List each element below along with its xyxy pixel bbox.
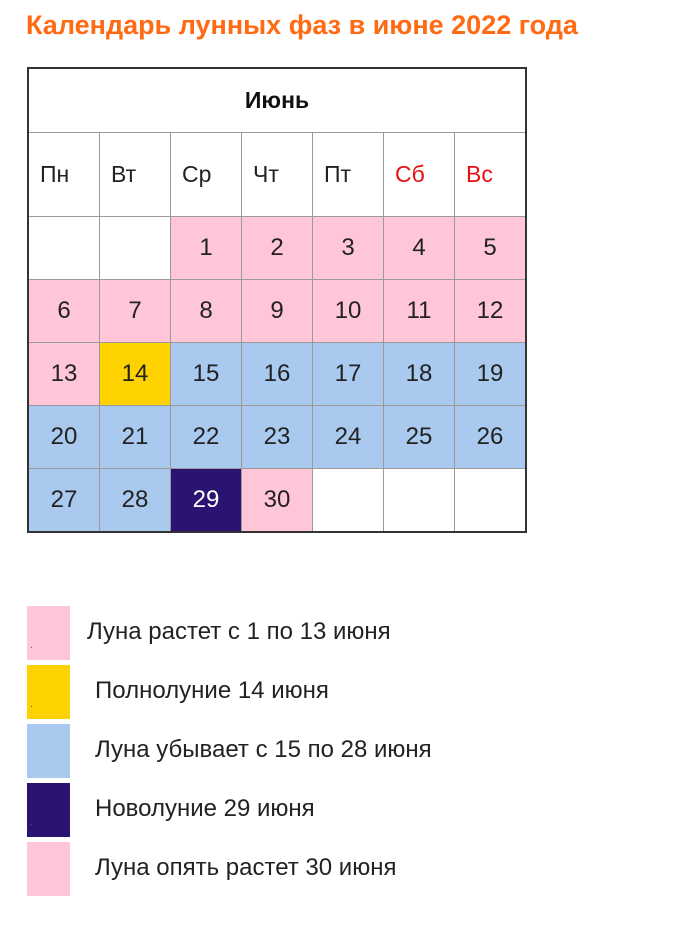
day-cell-new-moon: 29 <box>171 469 242 533</box>
day-cell: 22 <box>171 406 242 469</box>
legend-label: Луна опять растет 30 июня <box>95 854 397 881</box>
weekday-tue: Вт <box>100 133 171 217</box>
legend-label: Полнолуние 14 июня <box>95 677 329 704</box>
legend-swatch <box>27 842 70 896</box>
day-cell-empty <box>384 469 455 533</box>
day-cell: 17 <box>313 343 384 406</box>
day-cell: 25 <box>384 406 455 469</box>
week-row-4 <box>28 406 526 469</box>
day-cell: 16 <box>242 343 313 406</box>
day-cell: 9 <box>242 280 313 343</box>
day-cell: 11 <box>384 280 455 343</box>
day-cell: 24 <box>313 406 384 469</box>
week-row-3 <box>28 343 526 406</box>
day-cell: 23 <box>242 406 313 469</box>
weekday-sun: Вс <box>455 133 527 217</box>
legend-marker: . <box>30 817 33 828</box>
weekday-mon: Пн <box>28 133 100 217</box>
day-cell: 4 <box>384 217 455 280</box>
legend-item-new-moon <box>27 783 687 837</box>
legend-swatch <box>27 665 70 719</box>
day-cell: 12 <box>455 280 527 343</box>
day-cell: 21 <box>100 406 171 469</box>
day-cell: 15 <box>171 343 242 406</box>
weekday-row <box>28 133 526 217</box>
day-cell-empty <box>100 217 171 280</box>
day-cell-full-moon: 14 <box>100 343 171 406</box>
legend-label: Луна убывает с 15 по 28 июня <box>95 736 432 763</box>
day-cell: 26 <box>455 406 527 469</box>
day-cell: 27 <box>28 469 100 533</box>
weekday-sat: Сб <box>384 133 455 217</box>
week-row-1 <box>28 217 526 280</box>
day-cell: 8 <box>171 280 242 343</box>
legend-item-full-moon <box>27 665 687 719</box>
legend-marker: . <box>30 699 33 710</box>
day-cell: 2 <box>242 217 313 280</box>
legend-swatch <box>27 606 70 660</box>
weekday-fri: Пт <box>313 133 384 217</box>
legend-item-waning <box>27 724 687 778</box>
weekday-thu: Чт <box>242 133 313 217</box>
day-cell-empty <box>313 469 384 533</box>
legend-label: Луна растет с 1 по 13 июня <box>87 618 391 645</box>
day-cell: 1 <box>171 217 242 280</box>
day-cell: 5 <box>455 217 527 280</box>
day-cell: 10 <box>313 280 384 343</box>
legend-item-waxing <box>27 606 687 660</box>
day-cell: 20 <box>28 406 100 469</box>
day-cell-empty <box>455 469 527 533</box>
week-row-5 <box>28 469 526 533</box>
legend-swatch <box>27 783 70 837</box>
weekday-wed: Ср <box>171 133 242 217</box>
day-cell: 13 <box>28 343 100 406</box>
day-cell: 7 <box>100 280 171 343</box>
day-cell: 28 <box>100 469 171 533</box>
day-cell: 6 <box>28 280 100 343</box>
day-cell-empty <box>28 217 100 280</box>
moon-calendar <box>27 67 527 533</box>
week-row-2 <box>28 280 526 343</box>
month-header: Июнь <box>28 68 526 133</box>
day-cell: 18 <box>384 343 455 406</box>
legend-item-waxing-again <box>27 842 687 896</box>
legend-swatch <box>27 724 70 778</box>
day-cell: 19 <box>455 343 527 406</box>
day-cell: 30 <box>242 469 313 533</box>
page-title: Календарь лунных фаз в июне 2022 года <box>26 10 578 40</box>
legend-marker: . <box>30 640 33 651</box>
legend-label: Новолуние 29 июня <box>95 795 315 822</box>
day-cell: 3 <box>313 217 384 280</box>
